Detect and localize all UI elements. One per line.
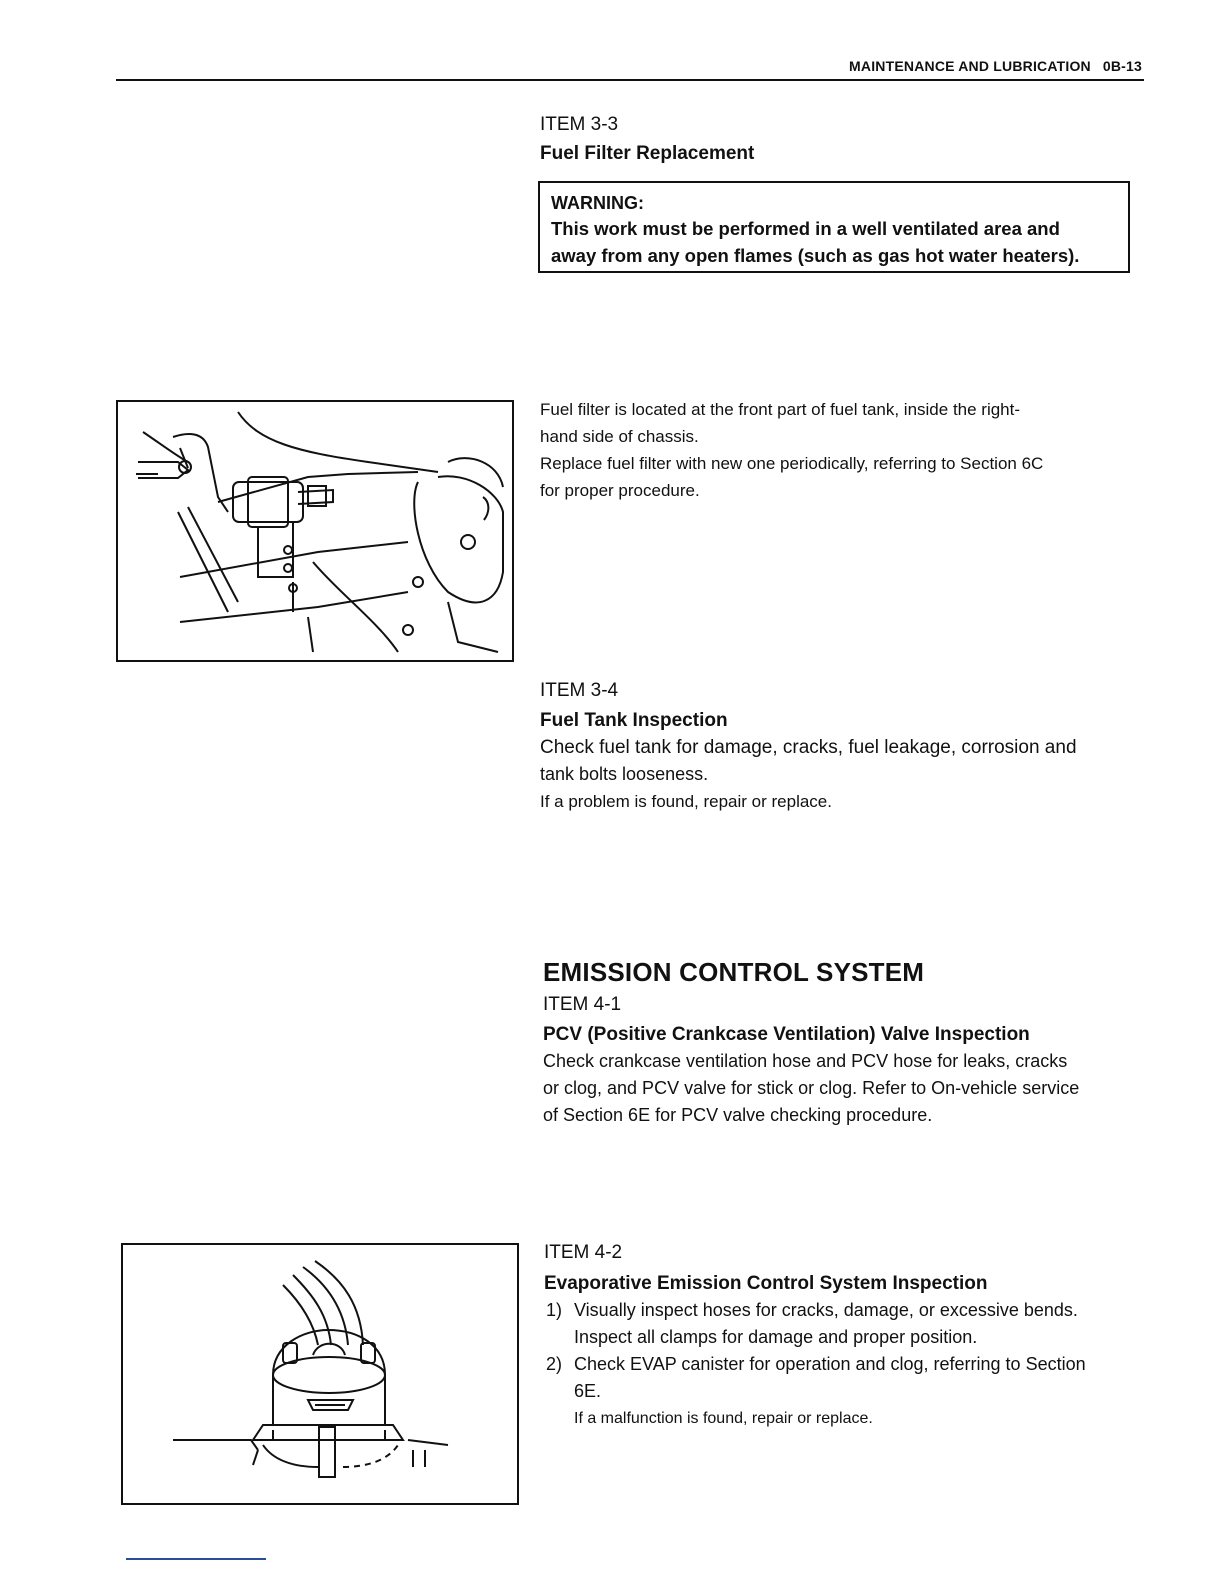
fuel-filter-para-1-line-2: hand side of chassis. [540,427,699,446]
item-3-3-label: ITEM 3-3 [540,114,619,135]
step-2-number: 2) [546,1354,563,1374]
step-1-number: 1) [546,1300,563,1320]
item-4-1-title: PCV (Positive Crankcase Ventilation) Valve Inspection [543,1024,1030,1045]
warning-title: WARNING: [551,193,644,213]
item-4-1-line-3: of Section 6E for PCV valve checking procedure. [543,1105,933,1125]
evap-canister-drawing [123,1245,517,1503]
item-4-2-title: Evaporative Emission Control System Inspection [544,1273,988,1294]
header-page-code: 0B-13 [1102,58,1142,74]
step-1 [544,1297,1154,1351]
warning-box [538,181,1130,273]
item-3-3-description [540,396,1150,504]
step-1-line-1: Visually inspect hoses for cracks, damage, or excessive bends. [574,1300,1078,1320]
fuel-filter-para-1-line-1: Fuel filter is located at the front part of fuel tank, inside the right- [540,400,1021,419]
item-3-3-title: Fuel Filter Replacement [540,143,755,164]
item-3-4-line-2: tank bolts looseness. [540,764,709,784]
item-4-1-line-1: Check crankcase ventilation hose and PCV hose for leaks, cracks [543,1051,1068,1071]
item-3-4-label: ITEM 3-4 [540,680,619,701]
step-2-line-1: Check EVAP canister for operation and clog, referring to Section [574,1354,1086,1374]
fuel-filter-drawing [118,402,512,660]
item-3-4-block [540,680,1150,815]
emission-section [543,957,1153,1129]
item-4-1-label: ITEM 4-1 [543,994,622,1015]
item-3-4-title: Fuel Tank Inspection [540,710,728,731]
warning-line-2: away from any open flames (such as gas hot water heaters). [551,245,1080,266]
item-3-3-heading [540,114,1150,165]
header-rule [116,79,1144,81]
item-3-4-line-1: Check fuel tank for damage, cracks, fuel leakage, corrosion and [540,737,1077,758]
step-2-line-2: 6E. [574,1381,602,1401]
evap-canister-illustration [121,1243,519,1505]
header-section: MAINTENANCE AND LUBRICATION [849,58,1091,74]
item-4-2-block [544,1242,1154,1432]
item-4-2-label: ITEM 4-2 [544,1242,623,1263]
item-4-1-line-2: or clog, and PCV valve for stick or clog. Refer to On-vehicle service [543,1078,1080,1098]
fuel-filter-para-2-line-1: Replace fuel filter with new one periodically, referring to Section 6C [540,454,1044,473]
item-3-4-line-3: If a problem is found, repair or replace. [540,792,832,811]
running-header [849,58,1142,74]
step-1-line-2: Inspect all clamps for damage and proper position. [574,1327,978,1347]
footer-rule [126,1558,266,1560]
fuel-filter-para-2-line-2: for proper procedure. [540,481,700,500]
warning-line-1: This work must be performed in a well ventilated area and [551,218,1060,239]
fuel-filter-illustration [116,400,514,662]
step-2 [544,1351,1154,1432]
step-2-note: If a malfunction is found, repair or replace. [574,1410,873,1427]
emission-section-title: EMISSION CONTROL SYSTEM [543,957,925,987]
